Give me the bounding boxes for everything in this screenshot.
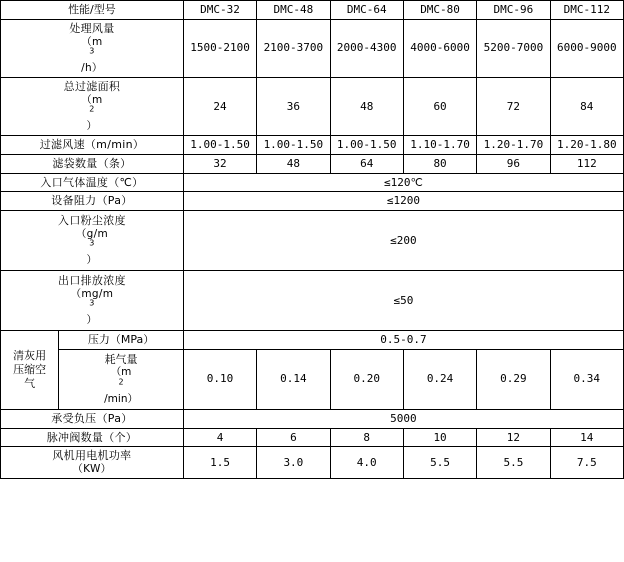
cell-value: 0.24: [403, 349, 476, 409]
row-label-inlet-temp: 入口气体温度（℃）: [1, 173, 184, 192]
row-label-text: 处理风量: [69, 21, 115, 35]
cell-value: 112: [550, 154, 623, 173]
cell-value: 60: [403, 77, 476, 135]
row-label-unit: （m $^2$ /min）: [104, 366, 138, 405]
table-row: [1, 173, 624, 192]
table-row: [1, 409, 624, 428]
row-label-outlet-emission: [1, 271, 184, 331]
cell-value: 48: [257, 154, 330, 173]
row-label-filter-area: [1, 77, 184, 135]
cell-value: 48: [330, 77, 403, 135]
row-label-unit: （m $^3$ /h）: [81, 35, 103, 74]
cell-value: 4: [183, 428, 256, 447]
cell-value: 80: [403, 154, 476, 173]
row-label-air-consumption: [59, 349, 184, 409]
cell-value: 1.00-1.50: [257, 136, 330, 155]
row-label-negative-pressure: 承受负压（Pa）: [1, 409, 184, 428]
cell-value: 12: [477, 428, 550, 447]
cell-value: 96: [477, 154, 550, 173]
table-header-row: [1, 1, 624, 20]
cell-value: 1.00-1.50: [183, 136, 256, 155]
row-label-inlet-dust: [1, 211, 184, 271]
table-row: [1, 77, 624, 135]
cell-value: 1.00-1.50: [330, 136, 403, 155]
cell-value: 6000-9000: [550, 19, 623, 77]
row-label-unit: （KW）: [72, 463, 112, 475]
cell-value-span: ≤200: [183, 211, 623, 271]
group-label-line-1: 清灰用: [13, 349, 47, 363]
header-model-5: DMC-96: [477, 1, 550, 20]
cell-value: 2000-4300: [330, 19, 403, 77]
cell-value: 1.20-1.70: [477, 136, 550, 155]
cell-value: 24: [183, 77, 256, 135]
cell-value: 72: [477, 77, 550, 135]
table-row: [1, 271, 624, 331]
cell-value-span: ≤1200: [183, 192, 623, 211]
header-label: 性能/型号: [1, 1, 184, 20]
cell-value: 6: [257, 428, 330, 447]
table-row: [1, 447, 624, 479]
row-label-pressure: 压力（MPa）: [59, 331, 184, 350]
table-row: [1, 19, 624, 77]
row-label-unit: （mg/m $^3$ ）: [70, 287, 114, 326]
header-model-3: DMC-64: [330, 1, 403, 20]
row-label-bag-count: 滤袋数量（条）: [1, 154, 184, 173]
row-label-text: 总过滤面积: [63, 79, 121, 93]
row-label-text: 出口排放浓度: [58, 273, 126, 287]
header-model-6: DMC-112: [550, 1, 623, 20]
table-row: [1, 154, 624, 173]
row-label-compressed-air-group: [1, 331, 59, 410]
cell-value: 3.0: [257, 447, 330, 479]
cell-value: 2100-3700: [257, 19, 330, 77]
row-label-fan-motor-power: [1, 447, 184, 479]
cell-value: 5200-7000: [477, 19, 550, 77]
cell-value: 7.5: [550, 447, 623, 479]
row-label-pulse-valve-count: 脉冲阀数量（个）: [1, 428, 184, 447]
cell-value: 0.29: [477, 349, 550, 409]
cell-value-span: ≤120℃: [183, 173, 623, 192]
cell-value: 14: [550, 428, 623, 447]
cell-value: 4.0: [330, 447, 403, 479]
row-label-text: 入口粉尘浓度: [58, 213, 126, 227]
cell-value: 1.5: [183, 447, 256, 479]
row-label-unit: （g/m $^3$ ）: [75, 227, 108, 266]
cell-value: 84: [550, 77, 623, 135]
row-label-air-volume: [1, 19, 184, 77]
header-model-1: DMC-32: [183, 1, 256, 20]
table-row: [1, 136, 624, 155]
cell-value: 8: [330, 428, 403, 447]
row-label-filter-speed: 过滤风速（m/min）: [1, 136, 184, 155]
group-label-line-3: 气: [24, 376, 36, 390]
cell-value: 5.5: [477, 447, 550, 479]
cell-value-span: 0.5-0.7: [183, 331, 623, 350]
cell-value: 4000-6000: [403, 19, 476, 77]
table-row: [1, 428, 624, 447]
header-model-2: DMC-48: [257, 1, 330, 20]
table-row: [1, 211, 624, 271]
row-label-unit: （m $^2$ ）: [81, 93, 103, 132]
cell-value: 10: [403, 428, 476, 447]
table-row: [1, 192, 624, 211]
cell-value: 1500-2100: [183, 19, 256, 77]
cell-value-span: 5000: [183, 409, 623, 428]
header-model-4: DMC-80: [403, 1, 476, 20]
cell-value: 0.10: [183, 349, 256, 409]
cell-value: 32: [183, 154, 256, 173]
cell-value: 1.10-1.70: [403, 136, 476, 155]
row-label-text: 耗气量: [104, 352, 138, 366]
cell-value: 36: [257, 77, 330, 135]
row-label-resistance: 设备阻力（Pa）: [1, 192, 184, 211]
cell-value: 0.34: [550, 349, 623, 409]
group-label-line-2: 压缩空: [13, 363, 47, 376]
cell-value: 0.20: [330, 349, 403, 409]
row-label-text: 风机用电机功率: [52, 449, 132, 463]
cell-value: 0.14: [257, 349, 330, 409]
cell-value-span: ≤50: [183, 271, 623, 331]
cell-value: 64: [330, 154, 403, 173]
cell-value: 1.20-1.80: [550, 136, 623, 155]
table-row: [1, 331, 624, 350]
cell-value: 5.5: [403, 447, 476, 479]
table-row: [1, 349, 624, 409]
